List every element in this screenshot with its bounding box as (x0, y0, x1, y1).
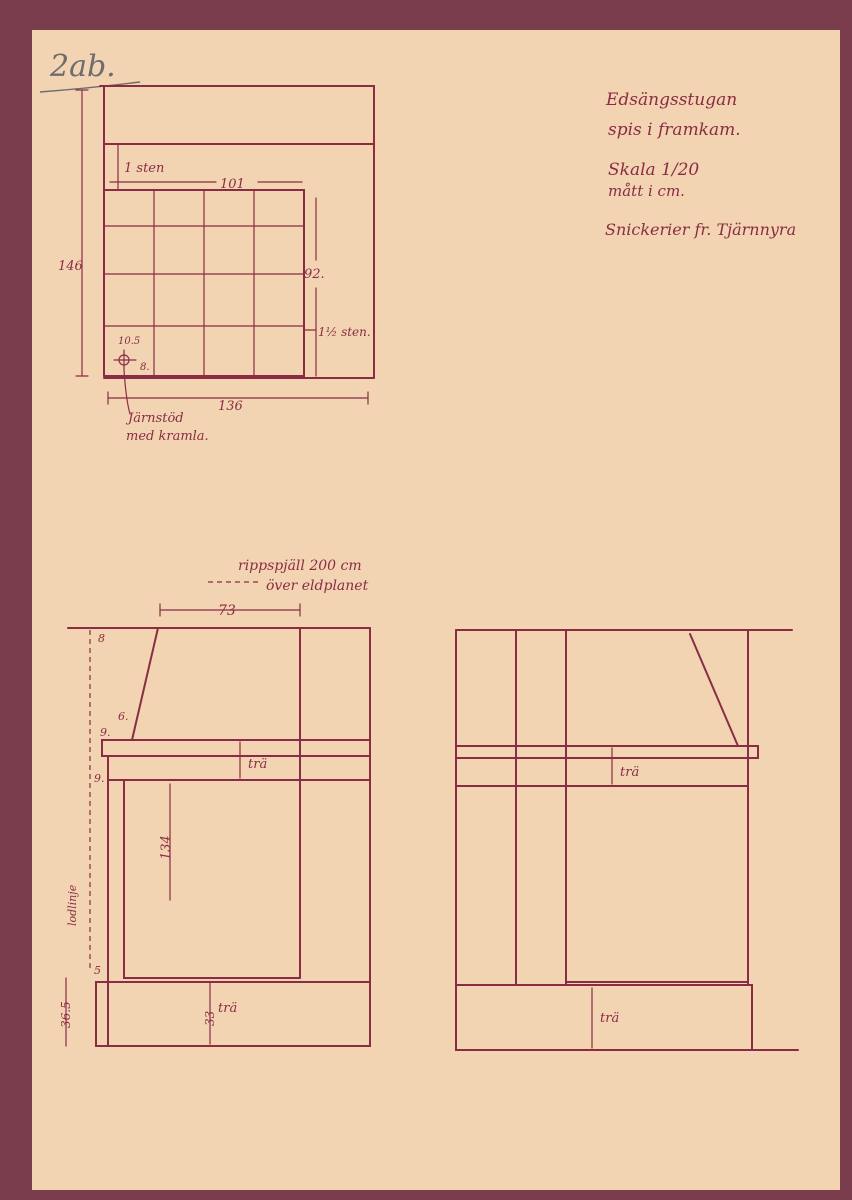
title-block (605, 90, 796, 239)
title-line-3: Skala 1/20 (608, 160, 700, 180)
front-lodlinje: lodlinje (66, 884, 79, 926)
technical-drawing (32, 30, 840, 1190)
side-elevation (456, 630, 798, 1050)
title-line-1: Edsängsstugan (606, 90, 738, 110)
plan-dim-146: 146 (58, 259, 83, 274)
front-dim-33: 33 (203, 1010, 217, 1026)
plan-note-line-1: Järnstöd (128, 411, 184, 426)
plan-dim-stone: 1 sten (124, 161, 165, 176)
front-dim-9b: 9. (94, 772, 105, 785)
front-dim-5: 5 (94, 964, 101, 977)
front-tra-top: trä (248, 757, 268, 772)
sheet-border (12, 10, 840, 1188)
front-dim-134: 134 (159, 835, 174, 860)
front-hood-slope (132, 628, 158, 740)
title-line-5: Snickerier fr. Tjärnnyra (605, 220, 797, 239)
plan-iron-support-cross (114, 350, 136, 370)
front-firebox-opening (124, 780, 300, 978)
side-tra-bottom: trä (600, 1011, 620, 1026)
front-tra-bottom: trä (218, 1001, 238, 1016)
plan-dim-101: 101 (220, 177, 245, 192)
title-line-4: mått i cm. (608, 182, 685, 200)
sheet-number: 2ab. (50, 49, 116, 84)
front-dim-9a: 9. (100, 726, 111, 739)
side-mantel-shelf (456, 746, 758, 758)
plan-dim-8: 8. (140, 362, 150, 373)
front-note-line-2: över eldplanet (266, 578, 369, 594)
side-hood-slope (690, 634, 738, 746)
drawing-paper (32, 30, 840, 1190)
plan-note-line-2: med kramla. (126, 429, 209, 444)
side-firebox-opening (566, 786, 748, 982)
front-dim-73: 73 (218, 603, 236, 619)
side-lintel-beam (456, 758, 748, 786)
front-elevation (59, 558, 370, 1046)
front-dim-8: 8 (98, 632, 105, 645)
plan-view (58, 86, 374, 444)
plan-tile-grid (104, 190, 304, 376)
plan-dim-146-line (76, 90, 88, 376)
front-lintel-beam (108, 756, 370, 780)
title-line-2: spis i framkam. (608, 120, 741, 140)
front-dim-365: 36.5 (59, 1001, 73, 1028)
front-note-line-1: rippspjäll 200 cm (238, 558, 362, 574)
plan-dim-92: 92. (304, 267, 325, 282)
front-mantel-shelf (102, 740, 370, 756)
plan-dim-10-5: 10.5 (118, 336, 141, 347)
side-tra-top: trä (620, 765, 640, 780)
front-dim-6: 6. (118, 710, 129, 723)
plan-dim-136: 136 (218, 399, 243, 414)
plan-dim-side-stone: 1½ sten. (318, 325, 371, 339)
